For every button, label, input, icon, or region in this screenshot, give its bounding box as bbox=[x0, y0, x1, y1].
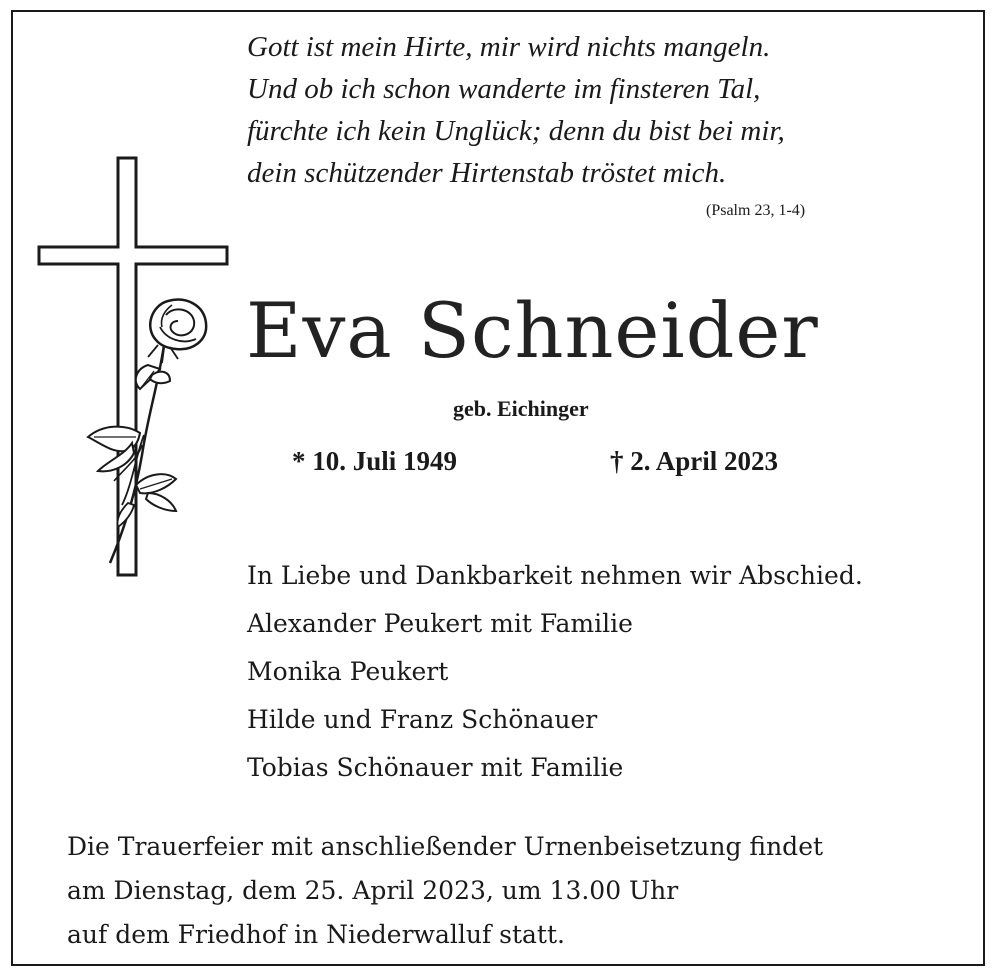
psalm-line-1: Gott ist mein Hirte, mir wird nichts mangeln. bbox=[247, 31, 771, 63]
cross-with-rose-icon bbox=[36, 155, 236, 585]
service-line-1: Die Trauerfeier mit anschließender Urnenbeisetzung findet bbox=[67, 832, 824, 861]
psalm-reference: (Psalm 23, 1-4) bbox=[706, 202, 806, 219]
mourner-name: Alexander Peukert mit Familie bbox=[247, 609, 633, 638]
psalm-line-3: fürchte ich kein Unglück; denn du bist bei mir, bbox=[247, 115, 785, 147]
funeral-service-info bbox=[67, 825, 823, 957]
mourner-name: Tobias Schönauer mit Familie bbox=[247, 753, 624, 782]
service-line-2: am Dienstag, dem 25. April 2023, um 13.00 Uhr bbox=[67, 876, 679, 905]
mourner-name: Monika Peukert bbox=[247, 657, 449, 686]
mourners-list bbox=[247, 552, 863, 792]
deceased-name: Eva Schneider bbox=[246, 286, 819, 375]
birth-date: * 10. Juli 1949 bbox=[292, 446, 458, 476]
psalm-line-4: dein schützender Hirtenstab tröstet mich. bbox=[247, 157, 727, 189]
birth-name: geb. Eichinger bbox=[453, 396, 589, 421]
death-date: † 2. April 2023 bbox=[610, 446, 779, 476]
farewell-line: In Liebe und Dankbarkeit nehmen wir Abschied. bbox=[247, 561, 863, 590]
psalm-verse bbox=[247, 26, 887, 194]
psalm-line-2: Und ob ich schon wanderte im finsteren Tal, bbox=[247, 73, 761, 105]
service-line-3: auf dem Friedhof in Niederwalluf statt. bbox=[67, 920, 565, 949]
mourner-name: Hilde und Franz Schönauer bbox=[247, 705, 598, 734]
